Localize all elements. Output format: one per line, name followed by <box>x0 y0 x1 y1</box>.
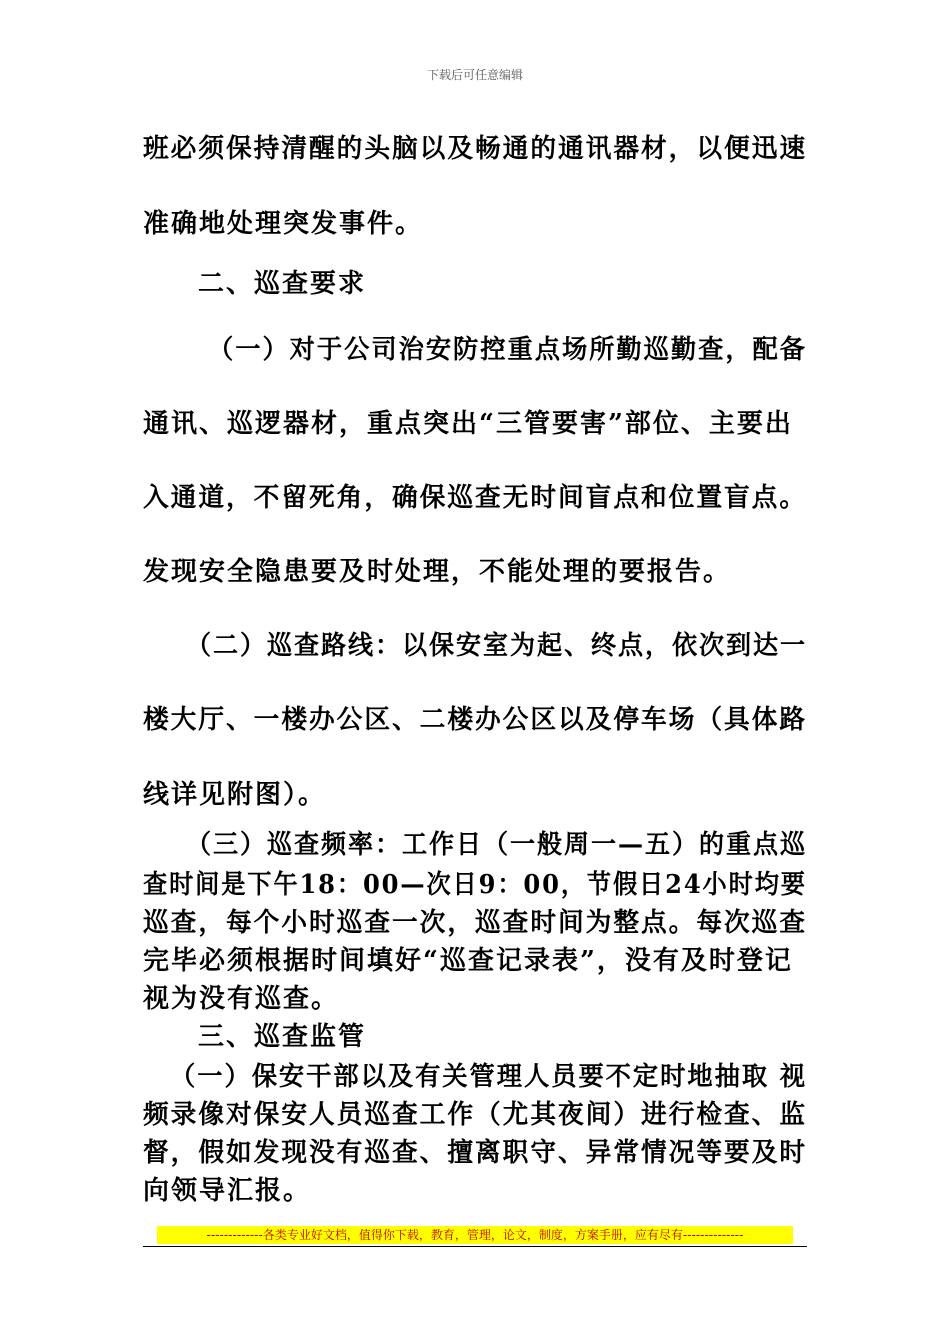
paragraph-line: 发现安全隐患要及时处理，不能处理的要报告。 <box>143 557 732 587</box>
paragraph-line: 完毕必须根据时间填好“巡查记录表”，没有及时登记 <box>143 946 793 976</box>
paragraph-line: 班必须保持清醒的头脑以及畅通的通讯器材，以便迅速 <box>143 134 808 164</box>
paragraph-line: 通讯、巡逻器材，重点突出“三管要害”部位、主要出 <box>143 409 793 439</box>
paragraph-line: 线详见附图）。 <box>143 780 327 810</box>
paragraph-line: （三）巡查频率：工作日（一般周一—五）的重点巡 <box>186 830 808 860</box>
section-heading: 三、巡查监管 <box>198 1022 367 1052</box>
paragraph-line: 督，假如发现没有巡查、擅离职守、异常情况等要及时 <box>143 1138 808 1168</box>
paragraph-line: 准确地处理突发事件。 <box>143 209 424 239</box>
paragraph-line: （一）保安干部以及有关管理人员要不定时地抽取 视 <box>170 1062 808 1092</box>
paragraph-line: （一）对于公司治安防控重点场所勤巡勤查，配备 <box>208 335 808 365</box>
paragraph-line: 入通道，不留死角，确保巡查无时间盲点和位置盲点。 <box>143 483 808 513</box>
page-header-note: 下载后可任意编辑 <box>426 68 523 82</box>
paragraph-line: （二）巡查路线：以保安室为起、终点，依次到达一 <box>186 631 808 661</box>
paragraph-line: 视为没有巡查。 <box>143 984 340 1014</box>
paragraph-line: 查时间是下午18：00—次日9：00，节假日24小时均要 <box>143 870 807 900</box>
footer-banner: -------------各类专业好文档，值得你下载，教育，管理，论文，制度，方案手册，应有尽有-------------- <box>157 1226 793 1244</box>
paragraph-line: 楼大厅、一楼办公区、二楼办公区以及停车场（具体路 <box>143 705 808 735</box>
section-heading: 二、巡查要求 <box>198 269 367 299</box>
paragraph-line: 频录像对保安人员巡查工作（尤其夜间）进行检查、监 <box>143 1100 808 1130</box>
paragraph-line: 巡查，每个小时巡查一次，巡查时间为整点。每次巡查 <box>143 908 808 938</box>
footer-divider <box>143 1246 807 1247</box>
paragraph-line: 向领导汇报。 <box>143 1176 312 1206</box>
